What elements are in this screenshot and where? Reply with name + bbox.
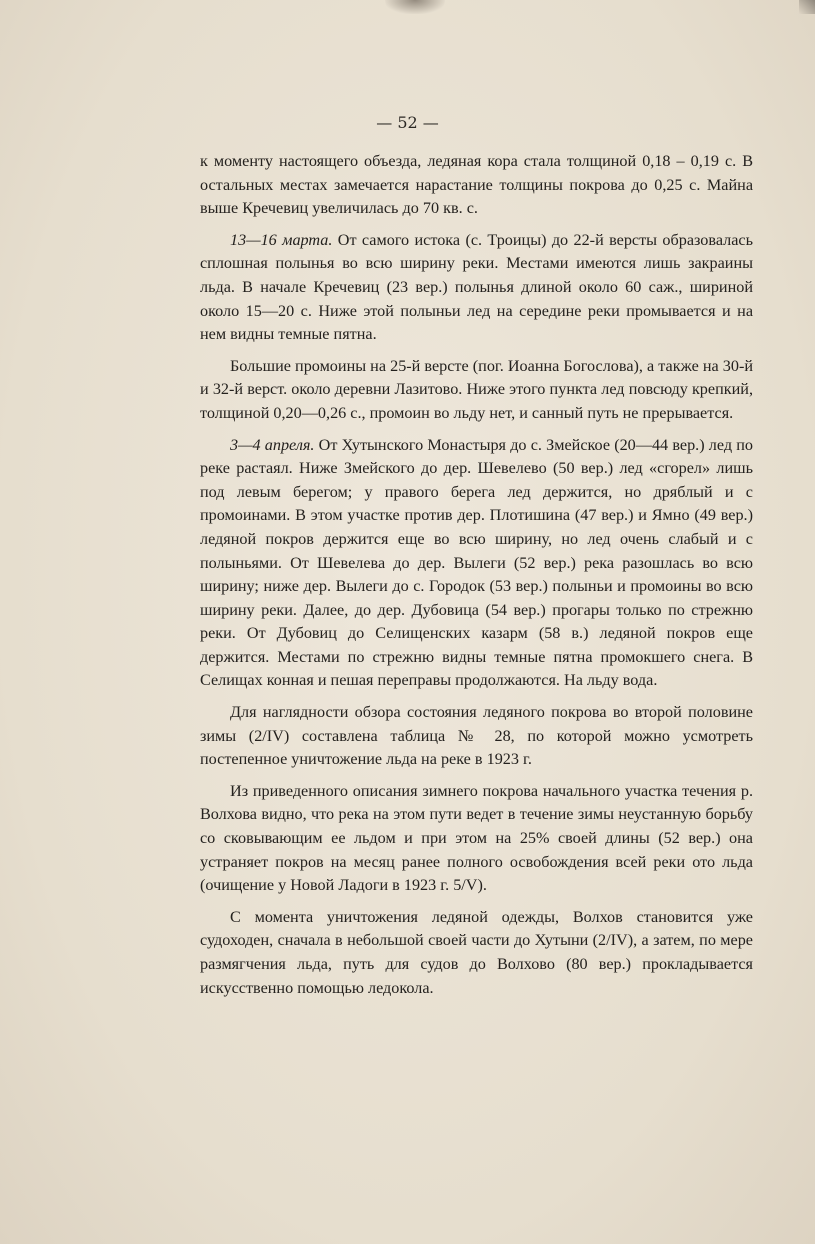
- paragraph-5: [200, 701, 753, 772]
- paragraph-7-text: С момента уничтожения ледяной одежды, Волхов становится уже судоходен, сначала в небольшой своей части до Хутыни (2/IV), а затем, по мере размягчения льда, путь для судов до Волхово (80 вер.) прокладывается искусственно помощью ледокола.: [200, 907, 753, 997]
- paragraph-3: [200, 355, 753, 426]
- paragraph-1: [200, 150, 753, 221]
- paragraph-6-text: Из приведенного описания зимнего покрова начального участка течения р. Волхова видно, что река на этом пути ведет в течение зимы неустанную борьбу со сковывающим ее льдом и при этом на 25% своей длины (52 вер.) она устраняет покров на месяц ранее полного освобождения всей реки ото льда (очищение у Новой Ладоги в 1923 г. 5/V).: [200, 781, 753, 895]
- paragraph-2: [200, 229, 753, 347]
- paragraph-4: [200, 434, 753, 694]
- paragraph-4-text: От Хутынского Монастыря до с. Змейское (20—44 вер.) лед по реке растаял. Ниже Змейского до дер. Шевелево (50 вер.) лед «сгорел» лишь под левым берегом; у правого берега лед держится, но дряблый и с промоинами. В этом участке против дер. Плотишина (47 вер.) и Ямно (49 вер.) ледяной покров держится еще во всю ширину, но лед очень слабый и с полыньями. От Шевелева до дер. Вылеги (52 вер.) река разошлась во всю ширину; ниже дер. Вылеги до с. Городок (53 вер.) полыньи и промоины во всю ширину реки. Далее, до дер. Дубовица (54 вер.) прогары только по стрежню реки. От Дубовиц до Селищенских казарм (58 в.) ледяной покров еще держится. Местами по стрежню видны темные пятна промокшего снега. В Селищах конная и пешая переправы продолжаются. На льду вода.: [200, 435, 754, 690]
- scan-corner-shadow: [799, 0, 815, 14]
- body-text: [200, 150, 753, 1008]
- paragraph-4-lead: 3—4 апреля.: [230, 435, 315, 454]
- scan-edge-shadow: [385, 0, 445, 14]
- paragraph-5-text: Для наглядности обзора состояния ледяного покрова во второй половине зимы (2/IV) составлена таблица № 28, по которой можно усмотреть постепенное уничтожение льда на реке в 1923 г.: [200, 703, 753, 769]
- page-number: — 52 —: [376, 113, 439, 132]
- paragraph-6: [200, 780, 753, 898]
- paragraph-1-text: к моменту настоящего объезда, ледяная кора стала толщиной 0,18 – 0,19 с. В остальных местах замечается нарастание толщины покрова до 0,25 с. Майна выше Кречевиц увеличилась до 70 кв. с.: [200, 152, 753, 218]
- paragraph-7: [200, 906, 753, 1000]
- paragraph-2-text: От самого истока (с. Троицы) до 22-й версты образовалась сплошная полынья во всю ширину реки. Местами имеются лишь закраины льда. В начале Кречевиц (23 вер.) полынья длиной около 60 саж., шириной около 15—20 с. Ниже этой полыньи лед на середине реки промывается и на нем видны темные пятна.: [200, 230, 753, 344]
- paragraph-3-text: Большие промоины на 25-й версте (пог. Иоанна Богослова), а также на 30-й и 32-й верст. около деревни Лазитово. Ниже этого пункта лед повсюду крепкий, толщиной 0,20—0,26 с., промоин во льду нет, и санный путь не прерывается.: [200, 356, 753, 422]
- paragraph-2-lead: 13—16 марта.: [230, 230, 333, 249]
